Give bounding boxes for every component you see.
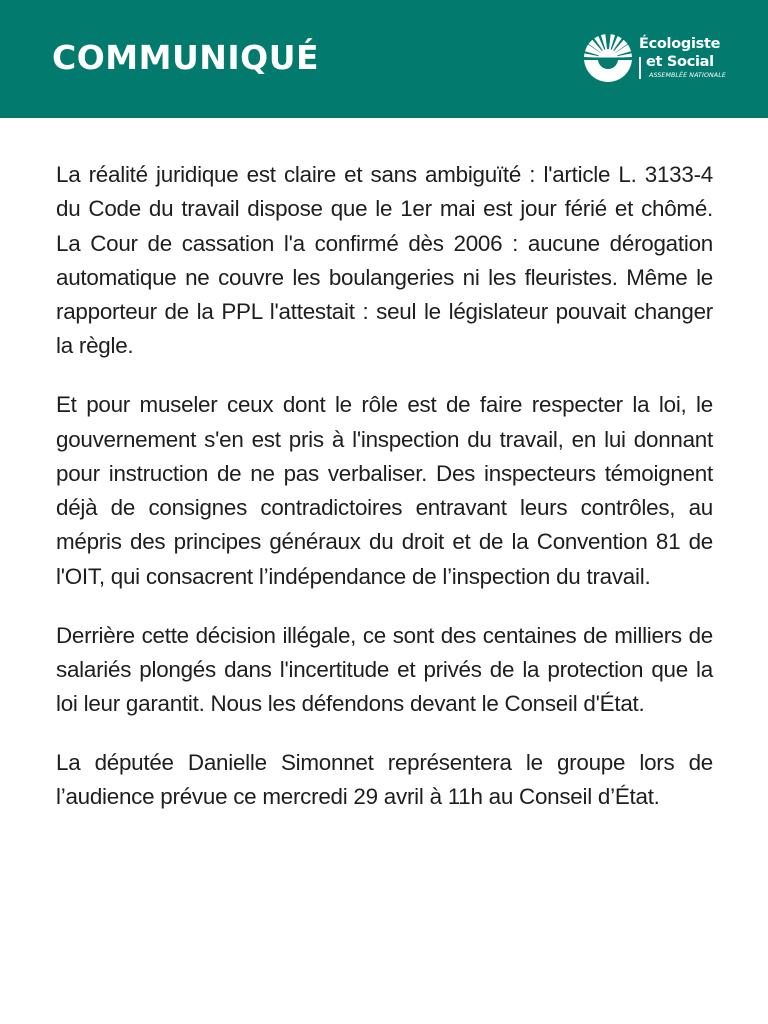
logo-divider (639, 57, 641, 79)
paragraph-4: La députée Danielle Simonnet représentera le groupe lors de l’audience prévue ce mercredi 29 avril à 11h au Conseil d’État. (56, 749, 713, 810)
paragraph-3: Derrière cette décision illégale, ce sont des centaines de milliers de salariés plongés dans l'incertitude et privés de la protection que la loi leur garantit. Nous les défendons devant le Conseil d'État. (56, 622, 713, 717)
paragraph-1: La réalité juridique est claire et sans ambiguïté : l'article L. 3133-4 du Code du travail dispose que le 1er mai est jour férié et chômé. La Cour de cassation l'a confirmé dès 2006 : aucune dérogation automatique ne couvre les boulangeries ni les fleuristes. Même le rapporteur de la PPL l'attestait : seul le législateur pouvait changer la règle. (56, 162, 713, 359)
header-banner (0, 0, 768, 118)
logo-line2: et Social (646, 54, 714, 70)
press-release-body (56, 158, 713, 839)
paragraph-2: Et pour museler ceux dont le rôle est de faire respecter la loi, le gouvernement s'en est pris à l'inspection du travail, en lui donnant pour instruction de ne pas verbaliser. Des inspecteurs témoignent déjà de consignes contradictoires entravant leurs contrôles, au mépris des principes généraux du droit et de la Convention 81 de l'OIT, qui consacrent l’indépendance de l’inspection du travail. (56, 392, 713, 589)
group-logo (583, 33, 753, 85)
logo-line1: Écologiste (639, 36, 721, 52)
sunrise-logo-icon (583, 33, 633, 83)
page-title: COMMUNIQUÉ (52, 38, 320, 77)
logo-subtitle: ASSEMBLÉE NATIONALE (649, 72, 726, 79)
